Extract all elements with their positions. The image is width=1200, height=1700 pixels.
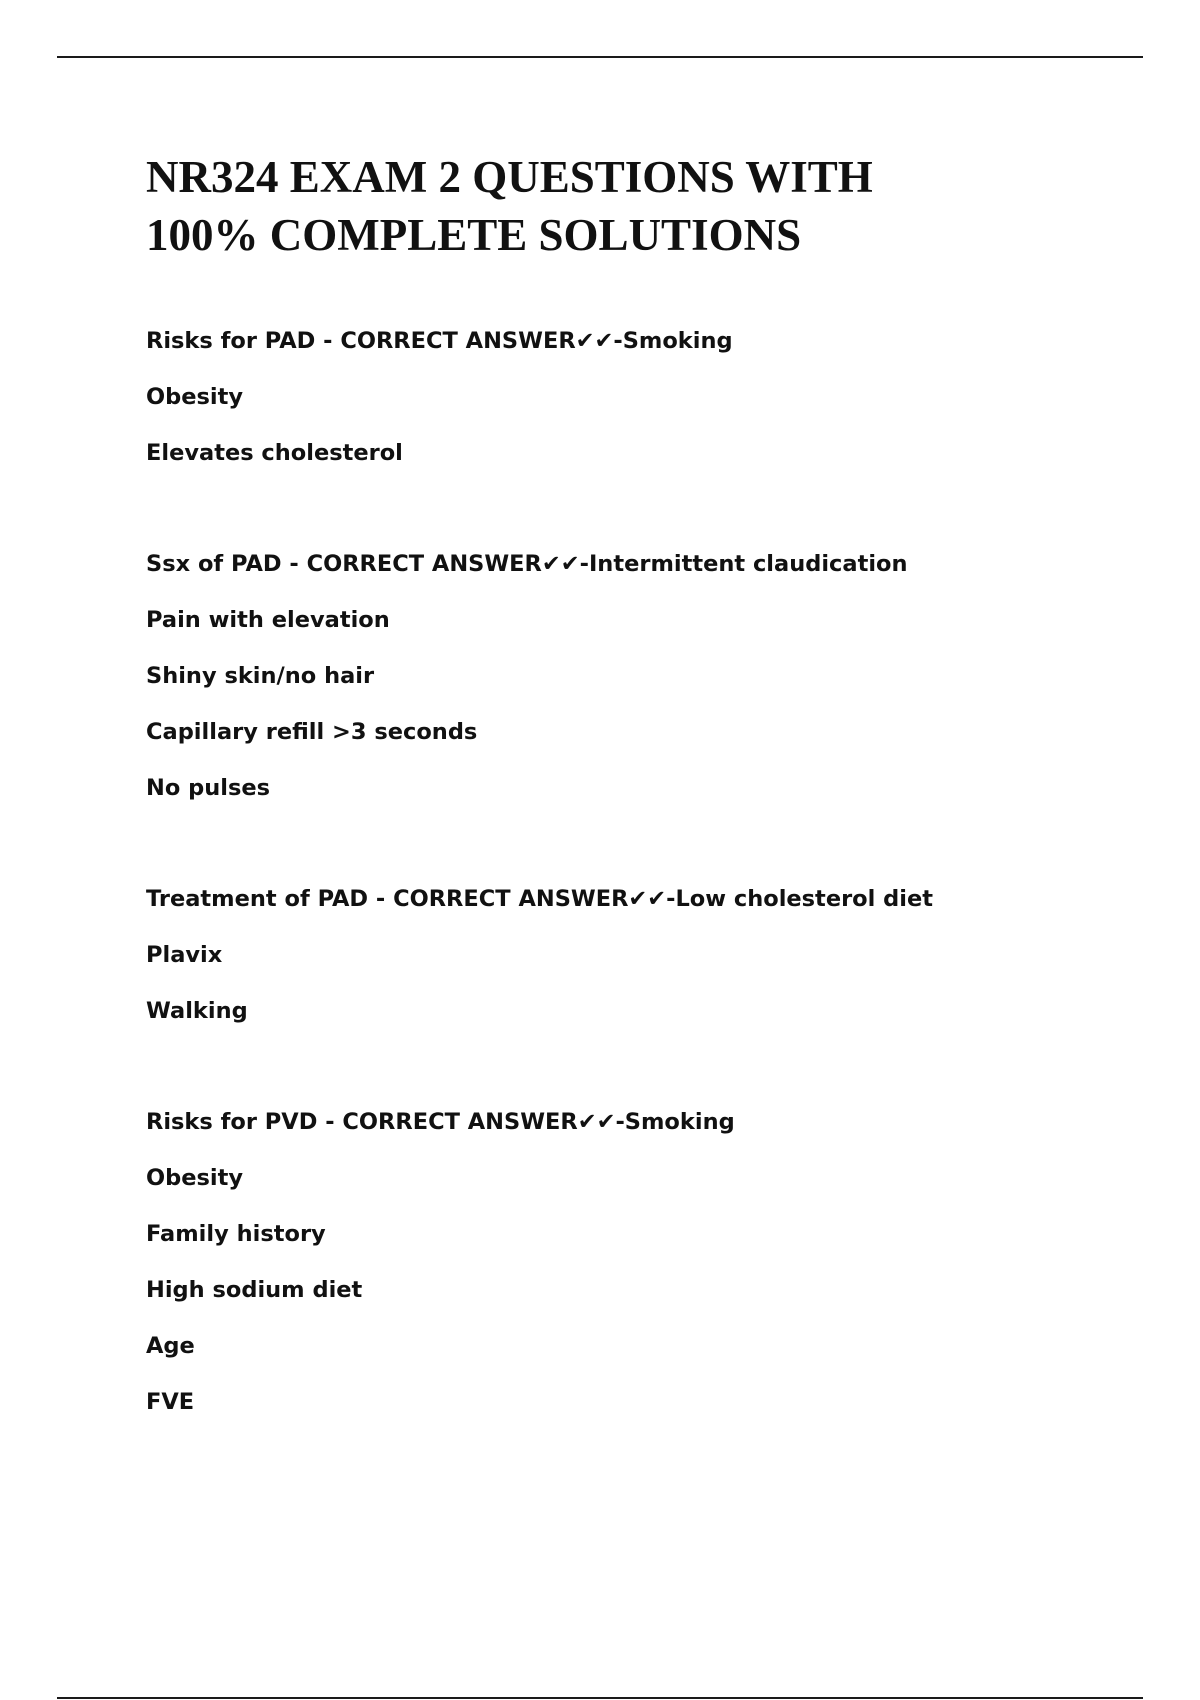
answer-line: FVE — [146, 1389, 195, 1415]
qa-item — [146, 1094, 1106, 1430]
answer-line: Obesity — [146, 1165, 244, 1191]
answer-line: Pain with elevation — [146, 607, 390, 633]
correct-answer-marker: CORRECT ANSWER✔✔ — [342, 1109, 616, 1135]
document-title — [146, 148, 1106, 264]
answer-line: Age — [146, 1333, 195, 1359]
top-rule — [57, 56, 1143, 58]
qa-item — [146, 313, 1106, 481]
answer-line: Obesity — [146, 384, 244, 410]
answer-line: Capillary refill >3 seconds — [146, 719, 478, 745]
qa-item — [146, 536, 1106, 816]
answer-line: No pulses — [146, 775, 271, 801]
question-line: Treatment of PAD - CORRECT ANSWER✔✔-Low cholesterol diet — [146, 886, 934, 912]
answer-line: Shiny skin/no hair — [146, 663, 375, 689]
bottom-rule — [57, 1697, 1143, 1699]
question-line: Ssx of PAD - CORRECT ANSWER✔✔-Intermittent claudication — [146, 551, 908, 577]
question-text: Risks for PVD — [146, 1109, 318, 1135]
answer-text: Intermittent claudication — [588, 551, 908, 577]
question-text: Ssx of PAD — [146, 551, 282, 577]
correct-answer-marker: CORRECT ANSWER✔✔ — [393, 886, 667, 912]
question-line: Risks for PAD - CORRECT ANSWER✔✔-Smoking — [146, 328, 733, 354]
question-text: Risks for PAD — [146, 328, 316, 354]
answer-text: Low cholesterol diet — [675, 886, 934, 912]
question-line: Risks for PVD - CORRECT ANSWER✔✔-Smoking — [146, 1109, 735, 1135]
answer-line: Walking — [146, 998, 248, 1024]
qa-list — [146, 313, 1106, 1485]
title-line-1: NR324 EXAM 2 QUESTIONS WITH — [146, 152, 873, 202]
question-text: Treatment of PAD — [146, 886, 369, 912]
title-line-2: 100% COMPLETE SOLUTIONS — [146, 210, 802, 260]
answer-text: Smoking — [624, 1109, 735, 1135]
correct-answer-marker: CORRECT ANSWER✔✔ — [340, 328, 614, 354]
answer-line: Family history — [146, 1221, 326, 1247]
answer-line: Plavix — [146, 942, 223, 968]
answer-line: Elevates cholesterol — [146, 440, 403, 466]
qa-item — [146, 871, 1106, 1039]
correct-answer-marker: CORRECT ANSWER✔✔ — [306, 551, 580, 577]
answer-line: High sodium diet — [146, 1277, 363, 1303]
answer-text: Smoking — [622, 328, 733, 354]
